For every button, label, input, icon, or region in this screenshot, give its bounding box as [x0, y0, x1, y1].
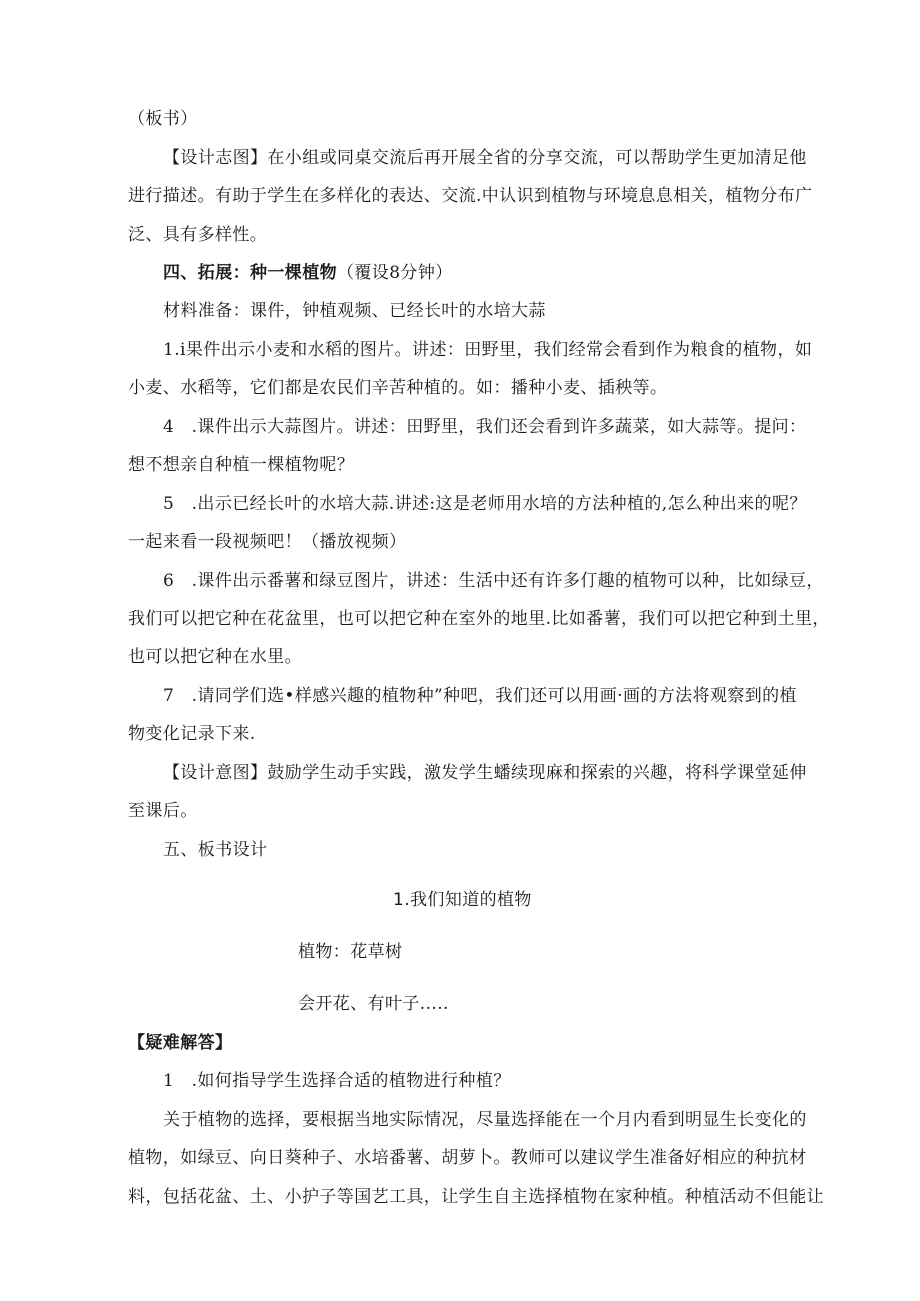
step-4-line-2: 想不想亲自种植一棵植物呢？ — [128, 455, 355, 475]
design-intent-2-line-2: 至课后。 — [128, 801, 198, 821]
step-6-line-3: 也可以把它种在水里。 — [128, 647, 302, 667]
section-four-time: （覆设8分钟） — [337, 263, 453, 283]
design-intent-paragraph-line-1: 【设计志图】在小组或同桌交流后再开展全省的分享交流，可以帮助学生更加清足他 — [163, 148, 807, 168]
design-intent-2-line-1: 【设计意图】鼓励学生动手实践，激发学生蟠续现麻和探索的兴趣，将科学课堂延伸 — [163, 763, 807, 783]
step-1-line-2: 小麦、水稻等，它们都是农民们辛苦种植的。如：播种小麦、插秧等。 — [128, 378, 668, 398]
faq-answer-line-3: 料，包括花盆、土、小护子等国艺工具，让学生自主选择植物在家种植。种植活动不但能让 — [128, 1187, 824, 1207]
step-1-line-1: 1.i果件出示小麦和水稻的图片。讲述：田野里，我们经常会看到作为粮食的植物，如 — [163, 340, 813, 360]
section-four-title: 四、拓展：种一棵植物 — [163, 263, 337, 283]
faq-answer-line-2: 植物，如绿豆、向日葵种子、水培番薯、胡萝卜。教师可以建议学生准备好相应的种抗材 — [128, 1148, 807, 1168]
step-5-line-1: 5 .出示已经长叶的水培大蒜.讲述:这是老师用水培的方法种植的,怎么种出来的呢？ — [163, 494, 807, 514]
step-6-line-1: 6 .课件出示番薯和绿豆图片，讲述：生活中还有许多仃趣的植物可以种，比如绿豆， — [163, 571, 824, 591]
faq-answer-line-1: 关于植物的选择，要根据当地实际情况，尽量选择能在一个月内看到明显生长变化的 — [163, 1110, 807, 1130]
step-5-line-2: 一起来看一段视频吧！（播放视频） — [128, 532, 407, 552]
step-6-line-2: 我们可以把它种在花盆里，也可以把它种在室外的地里.比如番薯，我们可以把它种到土里， — [128, 609, 830, 629]
board-features-line: 会开花、有叶子..... — [298, 994, 449, 1014]
board-plants-line: 植物：花草树 — [298, 942, 403, 962]
faq-question-1: 1 .如何指导学生选择合适的植物进行种植？ — [163, 1071, 511, 1091]
section-five-heading: 五、板书设计 — [163, 840, 268, 860]
section-four-heading — [163, 262, 453, 284]
design-intent-paragraph-line-2: 进行描述。有助于学生在多样化的表达、交流.中认识到植物与环境息息相关，植物分布广 — [128, 186, 813, 206]
design-intent-paragraph-line-3: 泛、具有多样性。 — [128, 225, 268, 245]
materials-line: 材料准备：课件，钟植观频、已经长叶的水培大蒜 — [163, 301, 546, 321]
step-4-line-1: 4 .课件出示大蒜图片。讲述：田野里，我们还会看到许多蔬菜，如大蒜等。提问： — [163, 417, 807, 437]
step-7-line-1: 7 .请同学们选•样感兴趣的植物种”种吧，我们还可以用画·画的方法将观察到的植 — [163, 686, 797, 706]
board-title: 1.我们知道的植物 — [393, 890, 532, 910]
faq-heading: 【疑难解答】 — [128, 1033, 233, 1053]
board-note-label: （板书） — [128, 109, 198, 129]
step-7-line-2: 物变化记录下来. — [128, 724, 256, 744]
